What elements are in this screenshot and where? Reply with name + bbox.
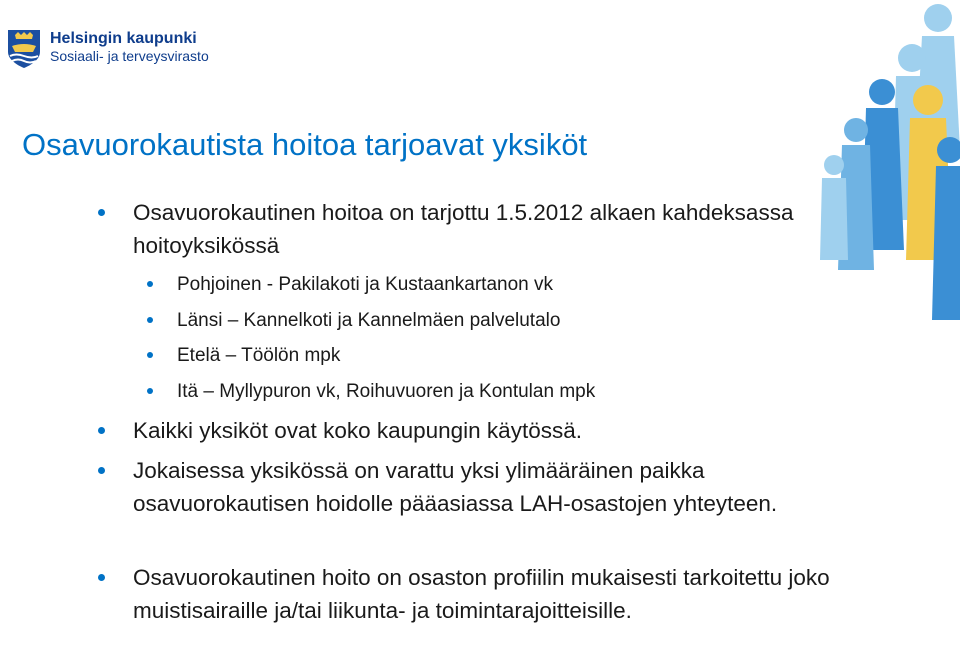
bullet-dot-icon <box>147 281 153 287</box>
sub-bullet-item <box>177 306 817 336</box>
sub-bullet-item <box>177 270 817 300</box>
bullet-text: Osavuorokautinen hoitoa on tarjottu 1.5.2012 alkaen kahdeksassa hoitoyksikössä <box>133 200 794 258</box>
bullet-item <box>133 454 833 520</box>
bullet-dot-icon <box>147 317 153 323</box>
bullet-dot-icon <box>98 467 105 474</box>
sub-bullet-text: Länsi – Kannelkoti ja Kannelmäen palvelutalo <box>177 310 561 331</box>
sub-bullet-text: Itä – Myllypuron vk, Roihuvuoren ja Kontulan mpk <box>177 381 596 402</box>
bullet-text: Kaikki yksiköt ovat koko kaupungin käytössä. <box>133 418 582 443</box>
org-name: Helsingin kaupunki <box>50 30 197 47</box>
bullet-item <box>133 561 833 627</box>
sub-bullet-text: Pohjoinen - Pakilakoti ja Kustaankartanon vk <box>177 274 554 295</box>
bullet-dot-icon <box>147 352 153 358</box>
bullet-dot-icon <box>98 209 105 216</box>
sub-bullet-item <box>177 341 817 371</box>
sub-bullet-item <box>177 377 817 407</box>
bullet-item <box>133 414 833 447</box>
bullet-text: Jokaisessa yksikössä on varattu yksi ylimääräinen paikka osavuorokautisen hoidolle pääasiassa LAH-osastojen yhteyteen. <box>133 458 778 516</box>
bullet-dot-icon <box>98 427 105 434</box>
bullet-dot-icon <box>98 574 105 581</box>
sub-bullet-text: Etelä – Töölön mpk <box>177 345 341 366</box>
bullet-text: Osavuorokautinen hoito on osaston profiilin mukaisesti tarkoitettu joko muistisairaille ja/tai liikunta- ja toimintarajoitteisille. <box>133 565 830 623</box>
dept-name: Sosiaali- ja terveysvirasto <box>50 48 209 64</box>
bullet-item <box>133 196 833 262</box>
bullet-dot-icon <box>147 388 153 394</box>
slide-title: Osavuorokautista hoitoa tarjoavat yksiköt <box>22 127 588 162</box>
